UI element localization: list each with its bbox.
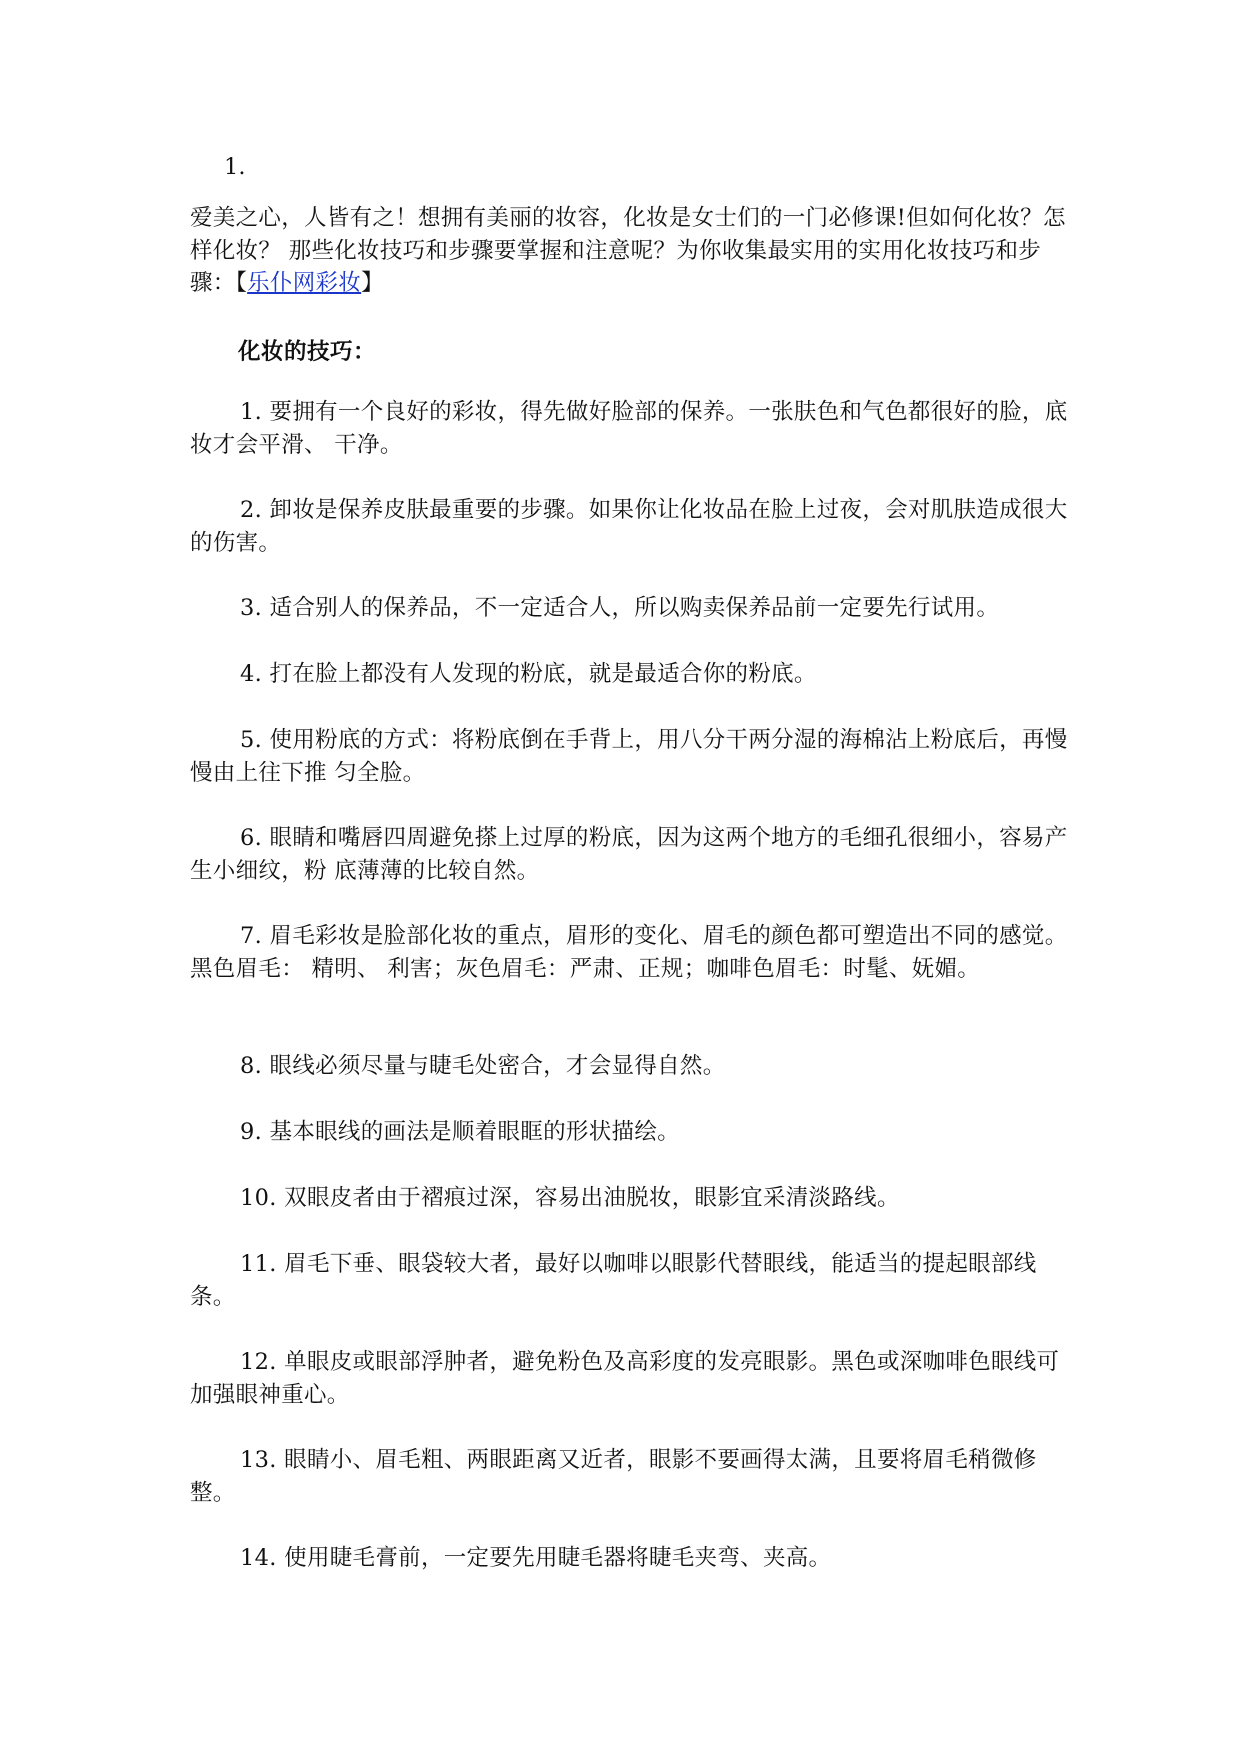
tip-item-5 — [190, 724, 1070, 789]
tip-number: 2. — [240, 497, 263, 523]
tip-number: 4. — [240, 661, 263, 687]
lepu-makeup-link[interactable]: 乐仆网彩妆 — [247, 270, 362, 296]
tip-text: 使用睫毛膏前，一定要先用睫毛器将睫毛夹弯、夹高。 — [284, 1545, 832, 1571]
tip-number: 9. — [240, 1119, 263, 1145]
tip-text: 适合别人的保养品，不一定适合人，所以购卖保养品前一定要先行试用。 — [269, 595, 1000, 621]
tip-number: 1. — [240, 399, 263, 425]
tip-number: 3. — [240, 595, 263, 621]
tip-number: 11. — [240, 1251, 277, 1277]
intro-text: 爱美之心，人皆有之！想拥有美丽的妆容，化妆是女士们的一门必修课!但如何化妆？怎样化妆？ 那些化妆技巧和步骤要掌握和注意呢？为你收集最实用的实用化妆技巧和步骤：【 — [190, 205, 1066, 296]
list-number: 1. — [224, 154, 246, 180]
tip-item-2 — [190, 494, 1070, 559]
tip-number: 7. — [240, 923, 263, 949]
tip-text: 单眼皮或眼部浮肿者，避免粉色及高彩度的发亮眼影。黑色或深咖啡色眼线可加强眼神重心。 — [190, 1349, 1060, 1408]
tip-text: 眼线必须尽量与睫毛处密合，才会显得自然。 — [269, 1053, 726, 1079]
tip-text: 打在脸上都没有人发现的粉底，就是最适合你的粉底。 — [269, 661, 817, 687]
tip-item-9 — [190, 1116, 1070, 1149]
tip-number: 8. — [240, 1053, 263, 1079]
tip-number: 12. — [240, 1349, 277, 1375]
tip-text: 眉毛彩妆是脸部化妆的重点，眉形的变化、眉毛的颜色都可塑造出不同的感觉。黑色眉毛： 精明、 利害；灰色眉毛：严肃、正规；咖啡色眉毛：时髦、妩媚。 — [190, 923, 1068, 982]
tip-text: 卸妆是保养皮肤最重要的步骤。如果你让化妆品在脸上过夜，会对肌肤造成很大的伤害。 — [190, 497, 1068, 556]
tip-text: 使用粉底的方式：将粉底倒在手背上，用八分干两分湿的海棉沾上粉底后，再慢慢由上往下推 匀全脸。 — [190, 727, 1068, 786]
tip-item-4 — [190, 658, 1070, 691]
tip-text: 双眼皮者由于褶痕过深，容易出油脱妆，眼影宜采清淡路线。 — [284, 1185, 900, 1211]
tip-number: 14. — [240, 1545, 277, 1571]
tip-number: 13. — [240, 1447, 277, 1473]
tip-item-8 — [190, 1050, 1070, 1083]
tip-number: 6. — [240, 825, 263, 851]
tip-text: 要拥有一个良好的彩妆，得先做好脸部的保养。一张肤色和气色都很好的脸，底妆才会平滑、 干净。 — [190, 399, 1068, 458]
tip-item-1 — [190, 396, 1070, 461]
tip-number: 5. — [240, 727, 263, 753]
tip-text: 基本眼线的画法是顺着眼眶的形状描绘。 — [269, 1119, 680, 1145]
tip-item-3 — [190, 592, 1070, 625]
tip-item-10 — [190, 1182, 1070, 1215]
intro-closing-bracket: 】 — [361, 270, 384, 296]
tip-text: 眼睛和嘴唇四周避免搽上过厚的粉底，因为这两个地方的毛细孔很细小，容易产生小细纹，粉 底薄薄的比较自然。 — [190, 825, 1068, 884]
tip-text: 眼睛小、眉毛粗、两眼距离又近者，眼影不要画得太满，且要将眉毛稍微修整。 — [190, 1447, 1037, 1506]
tip-item-6 — [190, 822, 1070, 887]
intro-paragraph — [190, 202, 1070, 300]
tip-item-12 — [190, 1346, 1070, 1411]
tip-item-13 — [190, 1444, 1070, 1509]
tip-text: 眉毛下垂、眼袋较大者，最好以咖啡以眼影代替眼线，能适当的提起眼部线条。 — [190, 1251, 1037, 1310]
tip-number: 10. — [240, 1185, 277, 1211]
tip-item-11 — [190, 1248, 1070, 1313]
tip-item-7 — [190, 920, 1070, 985]
tip-item-14 — [190, 1542, 1070, 1575]
section-heading: 化妆的技巧： — [238, 339, 377, 365]
